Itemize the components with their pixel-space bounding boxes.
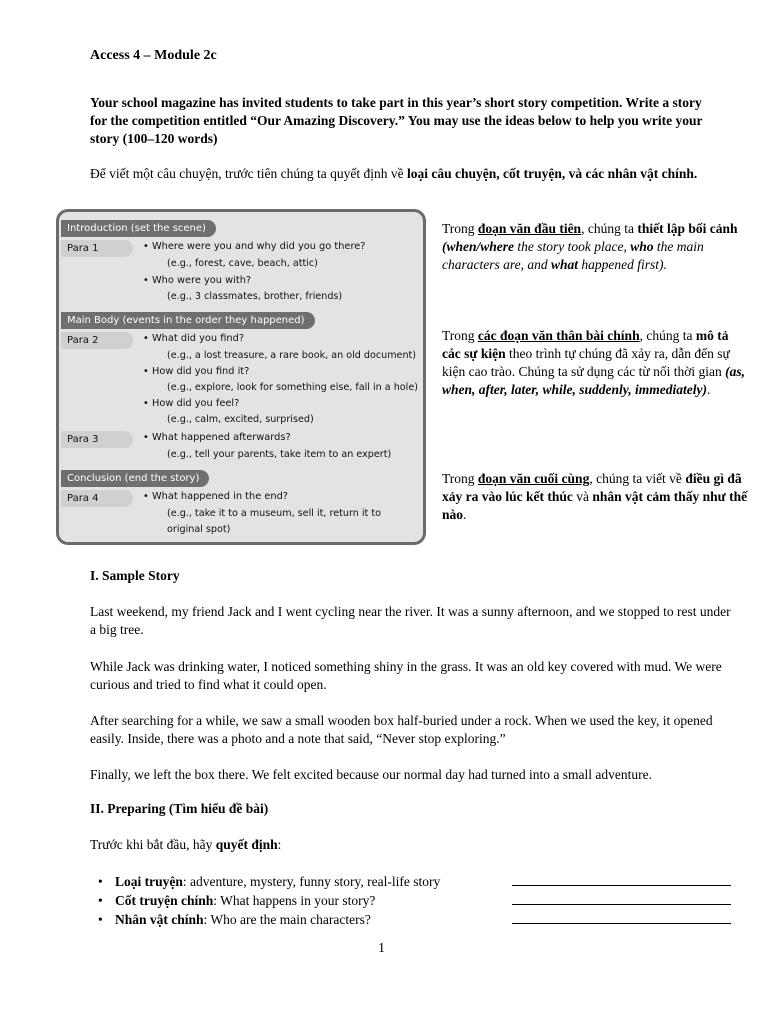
para1-question-2: • Who were you with? bbox=[152, 275, 251, 286]
para4-example-1: (e.g., take it to a museum, sell it, return it to bbox=[167, 508, 381, 519]
conclusion-heading: Conclusion (end the story) bbox=[61, 470, 209, 487]
list-item: • Nhân vật chính: Who are the main characters? bbox=[115, 910, 735, 929]
para1-label: Para 1 bbox=[61, 240, 133, 257]
para3-question-1: • What happened afterwards? bbox=[152, 432, 291, 443]
page-title: Access 4 – Module 2c bbox=[90, 48, 217, 63]
para2-label: Para 2 bbox=[61, 332, 133, 349]
page-number: 1 bbox=[378, 941, 385, 956]
preparing-lead: Trước khi bắt đầu, hãy quyết định: bbox=[90, 837, 282, 852]
sample-story-heading: I. Sample Story bbox=[90, 568, 180, 583]
story-frame-box bbox=[56, 209, 426, 545]
para2-example-2: (e.g., explore, look for something else, fall in a hole) bbox=[167, 382, 418, 393]
para1-example-1: (e.g., forest, cave, beach, attic) bbox=[167, 258, 318, 269]
story-paragraph-4: Finally, we left the box there. We felt excited because our normal day had turned into a small adventure. bbox=[90, 767, 652, 782]
introduction-heading: Introduction (set the scene) bbox=[61, 220, 216, 237]
preparing-heading: II. Preparing (Tìm hiểu đề bài) bbox=[90, 801, 269, 816]
answer-blank[interactable] bbox=[512, 904, 731, 905]
story-paragraph-3: After searching for a while, we saw a small wooden box half-buried under a rock. When we used the key, it opened easily. Inside, there was a photo and a note that said, “Never stop exploring.” bbox=[90, 713, 713, 746]
para4-question-1: • What happened in the end? bbox=[152, 491, 288, 502]
answer-blank[interactable] bbox=[512, 885, 731, 886]
para3-example-1: (e.g., tell your parents, take item to an expert) bbox=[167, 449, 392, 460]
para4-example-1-cont: original spot) bbox=[167, 524, 231, 535]
main-body-heading: Main Body (events in the order they happened) bbox=[61, 312, 315, 329]
para2-question-2: • How did you find it? bbox=[152, 366, 249, 377]
story-paragraph-1: Last weekend, my friend Jack and I went cycling near the river. It was a sunny afternoon, and we stopped to rest under a big tree. bbox=[90, 604, 731, 637]
answer-blank[interactable] bbox=[512, 923, 731, 924]
note-conclusion: Trong đoạn văn cuối cùng, chúng ta viết về điều gì đã xảy ra vào lúc kết thúc và nhân vật cảm thấy như thế nào. bbox=[442, 471, 748, 522]
task-instructions: Your school magazine has invited students to take part in this year’s short story competition. Write a story for the competition entitled “Our Amazing Discovery.” You may use the ideas below to help you write your story (100–120 words) bbox=[90, 95, 703, 146]
para3-label: Para 3 bbox=[61, 431, 133, 448]
para1-example-2: (e.g., 3 classmates, brother, friends) bbox=[167, 291, 343, 302]
intro-paragraph: Để viết một câu chuyện, trước tiên chúng ta quyết định về loại câu chuyện, cốt truyện, và các nhân vật chính. bbox=[90, 166, 698, 181]
para1-question-1: • Where were you and why did you go there? bbox=[152, 241, 366, 252]
para2-question-3: • How did you feel? bbox=[152, 398, 239, 409]
para2-question-1: • What did you find? bbox=[152, 333, 244, 344]
note-main-body: Trong các đoạn văn thân bài chính, chúng ta mô tả các sự kiện theo trình tự chúng đã xảy ra, dẫn đến sự kiện cao trào. Chúng ta sử dụng các từ nối thời gian (as, when, after, later, while, suddenly, immediately). bbox=[442, 328, 745, 397]
decision-list bbox=[115, 872, 735, 929]
note-introduction: Trong đoạn văn đầu tiên, chúng ta thiết lập bối cảnh (when/where the story took place, who the main characters are, and what happened first). bbox=[442, 221, 738, 272]
para4-label: Para 4 bbox=[61, 490, 133, 507]
list-item: • Cốt truyện chính: What happens in your story? bbox=[115, 891, 735, 910]
para2-example-1: (e.g., a lost treasure, a rare book, an old document) bbox=[167, 350, 417, 361]
para2-example-3: (e.g., calm, excited, surprised) bbox=[167, 414, 314, 425]
list-item: • Loại truyện: adventure, mystery, funny story, real-life story bbox=[115, 872, 735, 891]
story-paragraph-2: While Jack was drinking water, I noticed something shiny in the grass. It was an old key covered with mud. We were curious and tried to find what it could open. bbox=[90, 659, 722, 692]
